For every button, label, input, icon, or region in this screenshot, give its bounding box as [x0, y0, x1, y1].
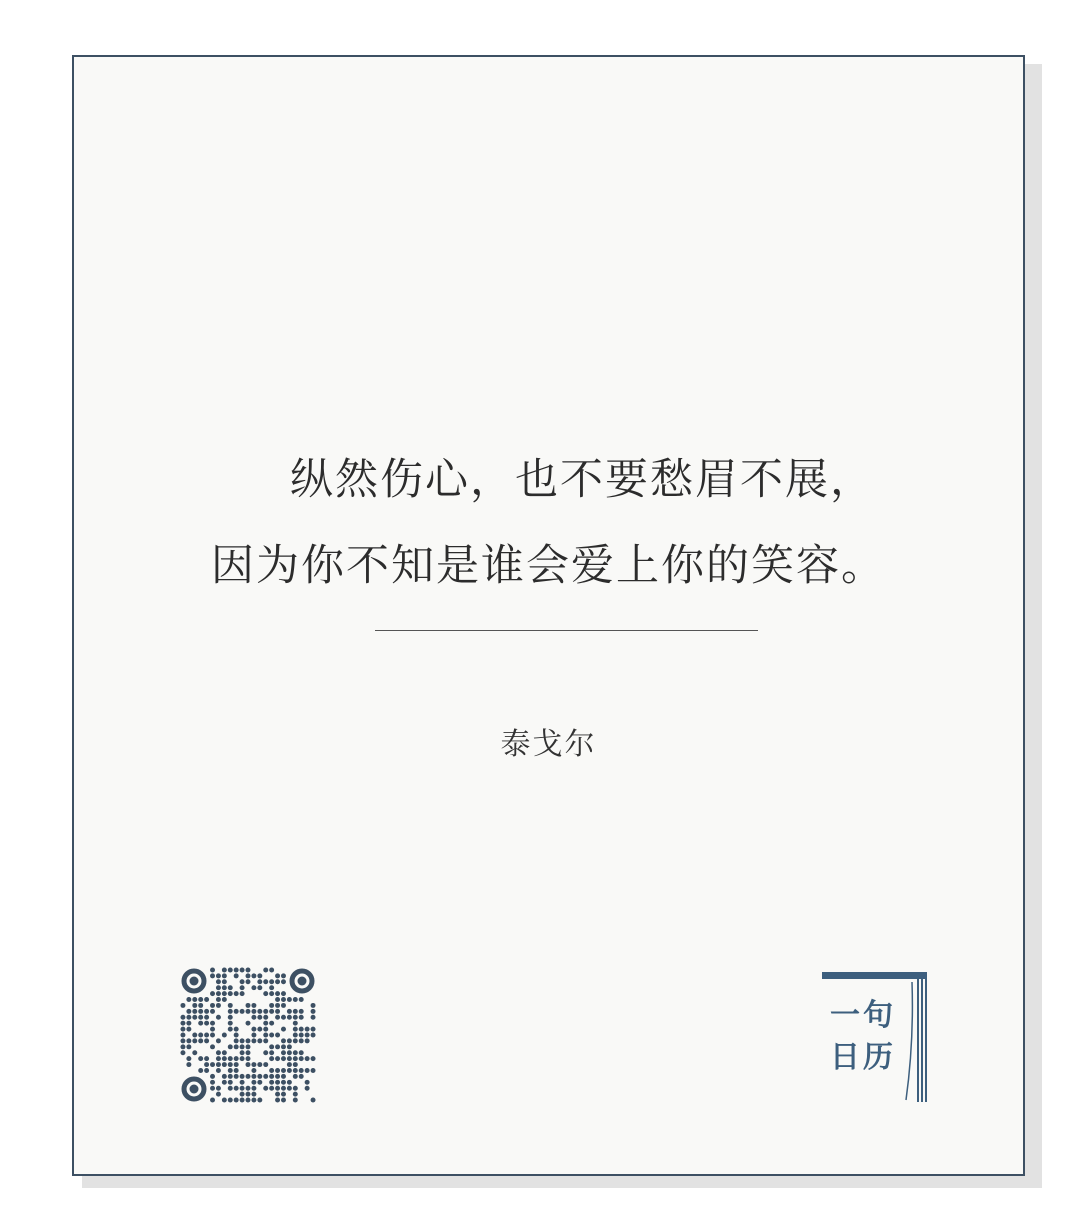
qr-module — [251, 985, 256, 990]
qr-module — [299, 1056, 304, 1061]
qr-module — [240, 1080, 245, 1085]
qr-module — [204, 1068, 209, 1073]
qr-module — [251, 1068, 256, 1073]
qr-module — [263, 1027, 268, 1032]
qr-module — [299, 1074, 304, 1079]
qr-module — [293, 1033, 298, 1038]
qr-module — [234, 973, 239, 978]
qr-module — [269, 1050, 274, 1055]
quote-text — [74, 437, 1023, 609]
qr-module — [287, 1056, 292, 1061]
qr-module — [216, 1086, 221, 1091]
qr-module — [222, 991, 227, 996]
author-name: 泰戈尔 — [500, 727, 597, 762]
qr-module — [246, 973, 251, 978]
qr-module — [251, 1038, 256, 1043]
qr-module — [210, 973, 215, 978]
qr-module — [246, 1021, 251, 1026]
qr-module — [228, 1044, 233, 1049]
qr-module — [311, 1098, 316, 1103]
qr-module — [240, 985, 245, 990]
qr-module — [263, 1050, 268, 1055]
qr-module — [222, 997, 227, 1002]
qr-module — [246, 1074, 251, 1079]
qr-module — [257, 1074, 262, 1079]
qr-module — [257, 979, 262, 984]
qr-module — [216, 991, 221, 996]
qr-code-graphic — [180, 967, 316, 1103]
qr-module — [228, 1021, 233, 1026]
qr-module — [263, 1015, 268, 1020]
quote-card — [72, 55, 1025, 1176]
qr-module — [281, 1080, 286, 1085]
qr-module — [246, 1050, 251, 1055]
qr-module — [287, 1038, 292, 1043]
qr-module — [216, 1038, 221, 1043]
qr-module — [269, 967, 274, 972]
qr-module — [281, 1050, 286, 1055]
qr-module — [222, 1033, 227, 1038]
qr-module — [204, 1038, 209, 1043]
qr-module — [246, 1092, 251, 1097]
qr-module — [305, 1086, 310, 1091]
qr-module — [251, 1098, 256, 1103]
qr-module — [246, 1009, 251, 1014]
qr-module — [222, 1074, 227, 1079]
qr-module — [198, 1009, 203, 1014]
qr-module — [251, 1003, 256, 1008]
qr-module — [240, 1092, 245, 1097]
qr-module — [228, 1003, 233, 1008]
qr-module — [228, 1027, 233, 1032]
qr-module — [275, 1056, 280, 1061]
qr-module — [240, 967, 245, 972]
qr-module — [234, 1098, 239, 1103]
qr-module — [275, 1068, 280, 1073]
qr-module — [281, 997, 286, 1002]
qr-module — [311, 1027, 316, 1032]
qr-module — [198, 1021, 203, 1026]
qr-module — [216, 985, 221, 990]
qr-module — [198, 1033, 203, 1038]
qr-module — [210, 1062, 215, 1067]
qr-module — [251, 1080, 256, 1085]
qr-module — [305, 1033, 310, 1038]
qr-module — [293, 1027, 298, 1032]
qr-module — [293, 1068, 298, 1073]
qr-module — [216, 1003, 221, 1008]
qr-module — [246, 1086, 251, 1091]
qr-module — [180, 1003, 185, 1008]
qr-module — [210, 1080, 215, 1085]
qr-module — [228, 1080, 233, 1085]
qr-module — [251, 1074, 256, 1079]
qr-module — [257, 1038, 262, 1043]
qr-module — [299, 1015, 304, 1020]
qr-module — [234, 1027, 239, 1032]
qr-module — [299, 1050, 304, 1055]
qr-module — [228, 1086, 233, 1091]
qr-module — [222, 1080, 227, 1085]
qr-module — [275, 1003, 280, 1008]
qr-module — [210, 1074, 215, 1079]
qr-module — [293, 1015, 298, 1020]
qr-module — [263, 1062, 268, 1067]
qr-module — [228, 985, 233, 990]
qr-module — [311, 1056, 316, 1061]
qr-module — [311, 1033, 316, 1038]
qr-module — [263, 1033, 268, 1038]
qr-module — [281, 1068, 286, 1073]
qr-module — [257, 1027, 262, 1032]
qr-module — [222, 985, 227, 990]
qr-module — [210, 1098, 215, 1103]
qr-module — [269, 991, 274, 996]
qr-module — [210, 1021, 215, 1026]
qr-module — [281, 1044, 286, 1049]
qr-module — [269, 1074, 274, 1079]
qr-module — [240, 1050, 245, 1055]
qr-module — [269, 979, 274, 984]
qr-module — [180, 1038, 185, 1043]
qr-module — [311, 1003, 316, 1008]
qr-module — [293, 1062, 298, 1067]
qr-module — [263, 1009, 268, 1014]
qr-module — [210, 1027, 215, 1032]
qr-module — [228, 1009, 233, 1014]
qr-module — [234, 967, 239, 972]
qr-module — [228, 967, 233, 972]
qr-module — [234, 1033, 239, 1038]
qr-module — [299, 1068, 304, 1073]
qr-module — [210, 1003, 215, 1008]
qr-module — [234, 1056, 239, 1061]
qr-module — [222, 973, 227, 978]
qr-module — [234, 991, 239, 996]
qr-module — [257, 1062, 262, 1067]
qr-module — [222, 967, 227, 972]
qr-module — [281, 1038, 286, 1043]
qr-module — [305, 1068, 310, 1073]
qr-module — [293, 1038, 298, 1043]
qr-module — [299, 1038, 304, 1043]
qr-module — [293, 1050, 298, 1055]
qr-module — [269, 1044, 274, 1049]
qr-module — [246, 1038, 251, 1043]
qr-module — [180, 1050, 185, 1055]
qr-module — [293, 1021, 298, 1026]
qr-module — [281, 1092, 286, 1097]
qr-module — [240, 991, 245, 996]
qr-module — [216, 1092, 221, 1097]
qr-module — [246, 1098, 251, 1103]
qr-module — [240, 1086, 245, 1091]
qr-module — [293, 1086, 298, 1091]
qr-module — [287, 1086, 292, 1091]
qr-module — [198, 1003, 203, 1008]
qr-module — [275, 1044, 280, 1049]
qr-module — [287, 1050, 292, 1055]
qr-module — [311, 1015, 316, 1020]
qr-module — [275, 1092, 280, 1097]
qr-module — [275, 1015, 280, 1020]
qr-module — [269, 1068, 274, 1073]
qr-module — [180, 1027, 185, 1032]
qr-module — [234, 1009, 239, 1014]
qr-module — [275, 997, 280, 1002]
qr-module — [186, 1038, 191, 1043]
qr-module — [192, 1050, 197, 1055]
qr-module — [186, 1021, 191, 1026]
qr-module — [281, 1003, 286, 1008]
qr-module — [216, 1056, 221, 1061]
qr-module — [281, 979, 286, 984]
qr-module — [240, 1009, 245, 1014]
qr-module — [234, 1068, 239, 1073]
qr-module — [186, 1062, 191, 1067]
qr-module — [216, 1050, 221, 1055]
qr-module — [293, 997, 298, 1002]
divider — [375, 630, 758, 631]
qr-module — [216, 979, 221, 984]
qr-module — [222, 1062, 227, 1067]
qr-module — [198, 997, 203, 1002]
qr-module — [180, 1015, 185, 1020]
qr-module — [269, 1086, 274, 1091]
qr-module — [251, 1062, 256, 1067]
qr-module — [246, 1062, 251, 1067]
qr-module — [216, 1068, 221, 1073]
qr-module — [192, 1015, 197, 1020]
qr-module — [210, 1044, 215, 1049]
qr-module — [198, 1068, 203, 1073]
qr-module — [287, 1044, 292, 1049]
qr-module — [186, 997, 191, 1002]
qr-module — [234, 1074, 239, 1079]
qr-module — [210, 1033, 215, 1038]
logo-text-line-2: 日历 — [830, 1040, 896, 1075]
qr-module — [222, 1050, 227, 1055]
qr-module — [257, 1080, 262, 1085]
qr-module — [198, 1038, 203, 1043]
qr-module — [287, 1068, 292, 1073]
qr-module — [228, 1015, 233, 1020]
calendar-logo — [822, 972, 932, 1104]
qr-module — [216, 1062, 221, 1067]
qr-module — [180, 1033, 185, 1038]
qr-module — [246, 979, 251, 984]
qr-module — [216, 1015, 221, 1020]
qr-module — [281, 1098, 286, 1103]
qr-module — [216, 997, 221, 1002]
qr-module — [246, 1003, 251, 1008]
qr-module — [311, 1009, 316, 1014]
qr-module — [204, 1021, 209, 1026]
qr-module — [180, 1021, 185, 1026]
qr-module — [234, 1038, 239, 1043]
qr-module — [192, 1038, 197, 1043]
qr-module — [234, 1062, 239, 1067]
qr-module — [228, 1068, 233, 1073]
qr-module — [251, 973, 256, 978]
qr-module — [251, 1015, 256, 1020]
qr-module — [269, 1009, 274, 1014]
qr-module — [204, 1056, 209, 1061]
qr-module — [210, 1009, 215, 1014]
qr-module — [281, 1027, 286, 1032]
qr-module — [263, 1074, 268, 1079]
qr-code[interactable] — [180, 967, 316, 1103]
qr-module — [263, 979, 268, 984]
qr-module — [240, 1044, 245, 1049]
qr-module — [275, 1086, 280, 1091]
qr-finder-top-right-dot — [298, 977, 307, 986]
qr-module — [246, 1044, 251, 1049]
qr-module — [246, 967, 251, 972]
qr-module — [305, 1056, 310, 1061]
qr-module — [257, 973, 262, 978]
qr-module — [192, 1033, 197, 1038]
qr-module — [204, 997, 209, 1002]
qr-module — [269, 1021, 274, 1026]
qr-module — [257, 1098, 262, 1103]
qr-module — [281, 1086, 286, 1091]
qr-module — [240, 1056, 245, 1061]
qr-module — [293, 1092, 298, 1097]
qr-module — [180, 1044, 185, 1049]
qr-module — [305, 1038, 310, 1043]
qr-module — [281, 1074, 286, 1079]
qr-module — [305, 1080, 310, 1085]
qr-module — [222, 1056, 227, 1061]
qr-module — [228, 1062, 233, 1067]
qr-module — [263, 1086, 268, 1091]
qr-module — [263, 991, 268, 996]
qr-module — [186, 1015, 191, 1020]
qr-module — [251, 1092, 256, 1097]
qr-module — [269, 1003, 274, 1008]
quote-line-1: 纵然伤心，也不要愁眉不展， — [290, 455, 875, 505]
qr-module — [269, 1080, 274, 1085]
qr-module — [269, 1056, 274, 1061]
logo-text-line-1: 一句 — [830, 998, 896, 1033]
qr-module — [192, 1009, 197, 1014]
qr-module — [263, 967, 268, 972]
qr-module — [251, 1086, 256, 1091]
qr-module — [234, 1044, 239, 1049]
qr-module — [240, 979, 245, 984]
qr-module — [293, 1009, 298, 1014]
qr-module — [251, 1009, 256, 1014]
qr-module — [186, 1027, 191, 1032]
qr-module — [198, 1015, 203, 1020]
qr-module — [192, 997, 197, 1002]
qr-module — [222, 1098, 227, 1103]
qr-module — [275, 1074, 280, 1079]
qr-module — [228, 991, 233, 996]
qr-module — [228, 1098, 233, 1103]
qr-module — [228, 1074, 233, 1079]
qr-module — [234, 1086, 239, 1091]
qr-module — [240, 1098, 245, 1103]
qr-module — [269, 985, 274, 990]
qr-module — [275, 979, 280, 984]
qr-module — [251, 1033, 256, 1038]
qr-module — [287, 1062, 292, 1067]
qr-module — [228, 1056, 233, 1061]
qr-module — [204, 1062, 209, 1067]
qr-module — [263, 1038, 268, 1043]
qr-module — [251, 1027, 256, 1032]
qr-module — [240, 1074, 245, 1079]
qr-module — [287, 1015, 292, 1020]
qr-module — [186, 1056, 191, 1061]
qr-module — [299, 997, 304, 1002]
qr-module — [275, 973, 280, 978]
qr-module — [210, 967, 215, 972]
qr-module — [287, 997, 292, 1002]
qr-module — [204, 1009, 209, 1014]
qr-module — [281, 973, 286, 978]
qr-module — [246, 1056, 251, 1061]
qr-finder-top-left-dot — [190, 977, 199, 986]
qr-module — [204, 1033, 209, 1038]
qr-module — [287, 1009, 292, 1014]
qr-module — [269, 1033, 274, 1038]
qr-finder-bottom-left-dot — [190, 1085, 199, 1094]
qr-module — [222, 979, 227, 984]
qr-module — [281, 1056, 286, 1061]
qr-module — [275, 991, 280, 996]
qr-module — [275, 1080, 280, 1085]
qr-module — [293, 1056, 298, 1061]
qr-module — [299, 1009, 304, 1014]
qr-module — [311, 1068, 316, 1073]
qr-module — [293, 1098, 298, 1103]
qr-module — [281, 991, 286, 996]
qr-module — [287, 1080, 292, 1085]
qr-module — [192, 1003, 197, 1008]
qr-module — [198, 1056, 203, 1061]
qr-module — [299, 1027, 304, 1032]
qr-module — [257, 1009, 262, 1014]
qr-module — [275, 1098, 280, 1103]
qr-module — [210, 991, 215, 996]
qr-module — [281, 1015, 286, 1020]
qr-module — [216, 973, 221, 978]
qr-module — [275, 1009, 280, 1014]
qr-module — [204, 1015, 209, 1020]
qr-module — [240, 1038, 245, 1043]
qr-module — [305, 1027, 310, 1032]
qr-module — [263, 1021, 268, 1026]
quote-line-2: 因为你不知是谁会爱上你的笑容。 — [211, 541, 886, 591]
qr-module — [186, 1044, 191, 1049]
qr-module — [186, 1009, 191, 1014]
qr-module — [293, 1074, 298, 1079]
qr-module — [299, 1033, 304, 1038]
qr-module — [257, 985, 262, 990]
qr-module — [257, 1015, 262, 1020]
qr-module — [210, 1086, 215, 1091]
qr-module — [275, 1033, 280, 1038]
